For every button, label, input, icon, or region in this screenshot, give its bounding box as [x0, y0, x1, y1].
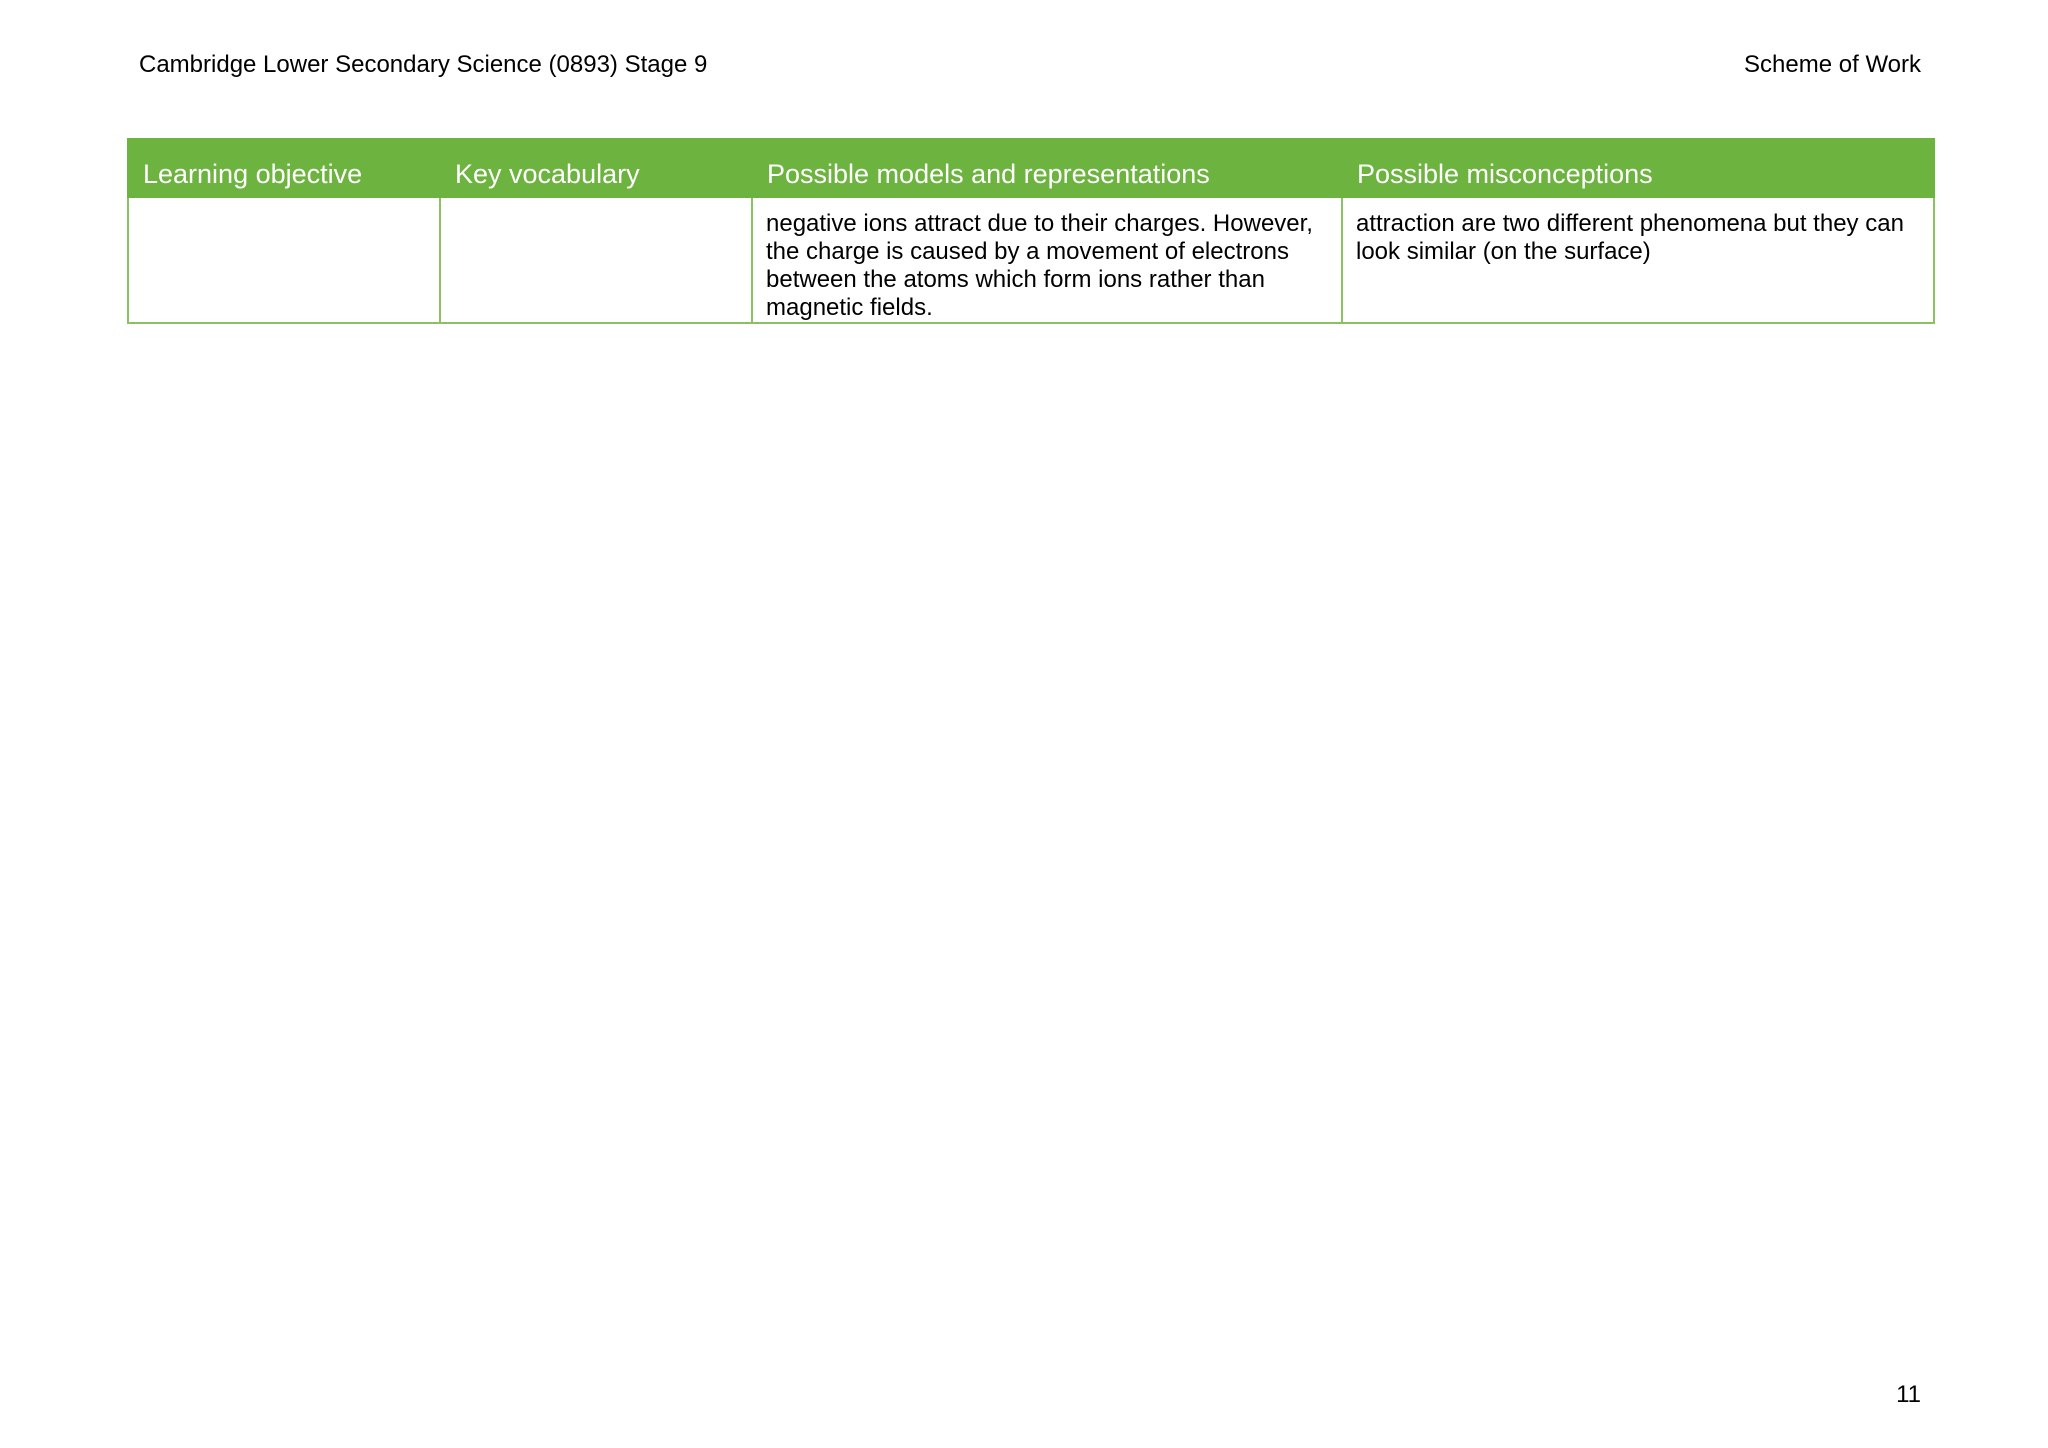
table-header-row	[128, 139, 1934, 197]
column-header-misconceptions: Possible misconceptions	[1342, 139, 1934, 197]
column-header-models-representations: Possible models and representations	[752, 139, 1342, 197]
cell-misconceptions: attraction are two different phenomena but they can look similar (on the surface)	[1342, 197, 1934, 323]
column-header-key-vocabulary: Key vocabulary	[440, 139, 752, 197]
cell-key-vocabulary	[440, 197, 752, 323]
page-number: 11	[1896, 1381, 1921, 1408]
document-title: Cambridge Lower Secondary Science (0893) Stage 9	[139, 51, 708, 78]
column-header-learning-objective: Learning objective	[128, 139, 440, 197]
cell-models-representations: negative ions attract due to their charges. However, the charge is caused by a movement of electrons between the atoms which form ions rather than magnetic fields.	[752, 197, 1342, 323]
cell-learning-objective	[128, 197, 440, 323]
table-row	[128, 197, 1934, 323]
document-type: Scheme of Work	[1744, 51, 1921, 78]
page-header	[139, 48, 1921, 82]
scheme-of-work-table	[127, 138, 1935, 324]
